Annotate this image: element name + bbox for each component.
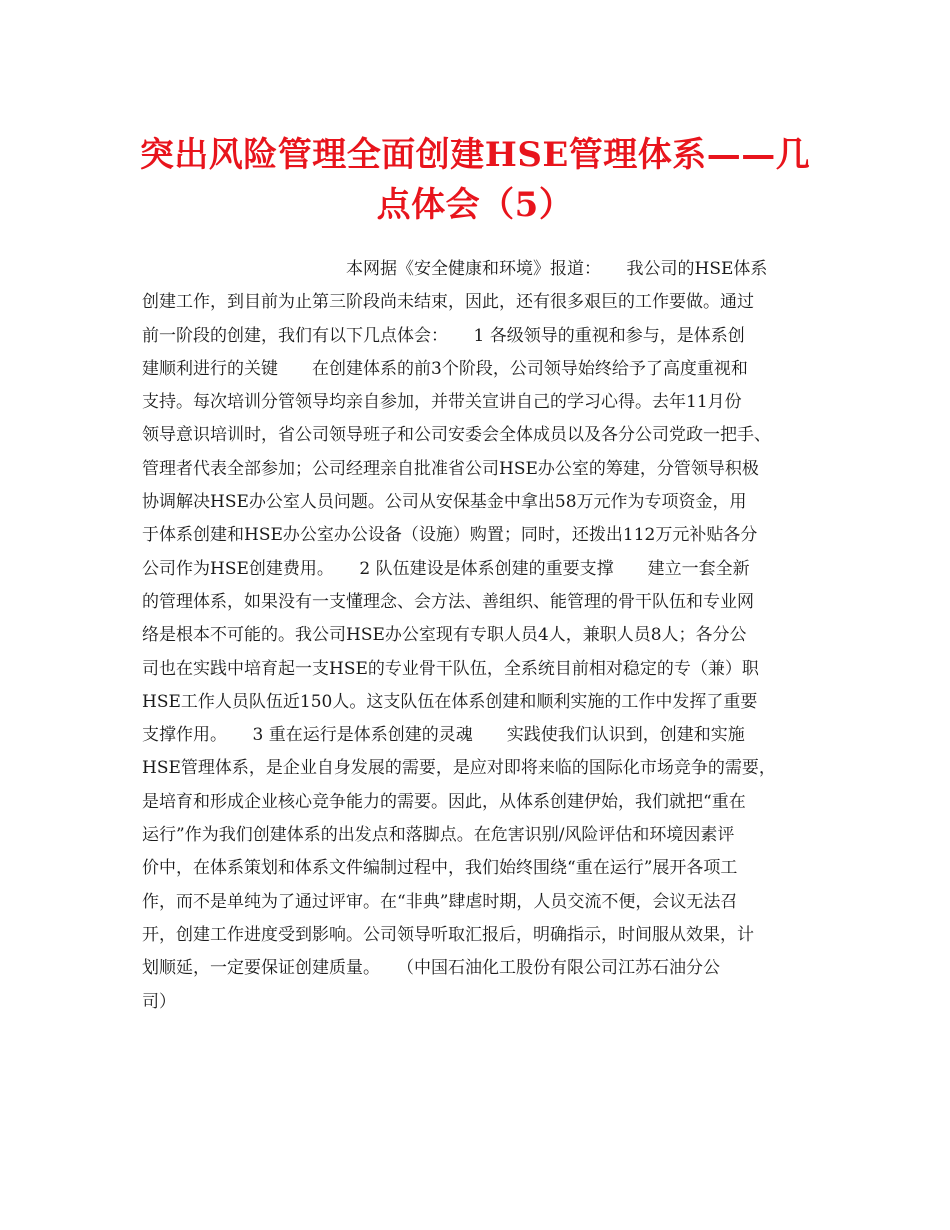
body-line: 创建工作，到目前为止第三阶段尚未结束，因此，还有很多艰巨的工作要做。通过 xyxy=(142,292,754,313)
body-line: 司） xyxy=(142,991,176,1012)
body-line: 的管理体系，如果没有一支懂理念、会方法、善组织、能管理的骨干队伍和专业网 xyxy=(142,591,754,612)
body-line: 运行”作为我们创建体系的出发点和落脚点。在危害识别/风险评估和环境因素评 xyxy=(142,825,735,846)
body-line: 本网据《安全健康和环境》报道： 我公司的HSE体系 xyxy=(346,259,768,279)
body-line: 协调解决HSE办公室人员问题。公司从安保基金中拿出58万元作为专项资金，用 xyxy=(142,492,747,513)
body-line: 支持。每次培训分管领导均亲自参加，并带关宣讲自己的学习心得。去年11月份 xyxy=(142,392,742,413)
body-line: 于体系创建和HSE办公室办公设备（设施）购置；同时，还拨出112万元补贴各分 xyxy=(142,525,758,546)
body-line: 是培育和形成企业核心竞争能力的需要。因此，从体系创建伊始，我们就把“重在 xyxy=(142,791,746,812)
body-line: 前一阶段的创建，我们有以下几点体会： 1 各级领导的重视和参与，是体系创 xyxy=(142,325,745,346)
body-line: 划顺延，一定要保证创建质量。 （中国石油化工股份有限公司江苏石油分公 xyxy=(142,958,720,979)
body-line: 价中，在体系策划和体系文件编制过程中，我们始终围绕“重在运行”展开各项工 xyxy=(142,858,738,879)
body-line: HSE工作人员队伍近150人。这支队伍在体系创建和顺利实施的工作中发挥了重要 xyxy=(142,691,758,712)
body-line: 司也在实践中培育起一支HSE的专业骨干队伍，全系统目前相对稳定的专（兼）职 xyxy=(142,658,759,679)
body-line: 络是根本不可能的。我公司HSE办公室现有专职人员4人，兼职人员8人；各分公 xyxy=(142,625,747,646)
body-line: 支撑作用。 3 重在运行是体系创建的灵魂 实践使我们认识到，创建和实施 xyxy=(142,725,745,746)
body-line: HSE管理体系，是企业自身发展的需要，是应对即将来临的国际化市场竞争的需要， xyxy=(142,758,776,779)
title-line-2: 点体会（5） xyxy=(376,185,574,225)
title-line-1: 突出风险管理全面创建HSE管理体系——几 xyxy=(139,135,811,175)
body-line: 公司作为HSE创建费用。 2 队伍建设是体系创建的重要支撑 建立一套全新 xyxy=(142,558,750,579)
document-body xyxy=(142,253,818,1019)
body-line: 作，而不是单纯为了通过评审。在“非典”肆虐时期，人员交流不便，会议无法召 xyxy=(142,891,738,912)
body-line: 开，创建工作进度受到影响。公司领导听取汇报后，明确指示，时间服从效果，计 xyxy=(142,924,754,945)
body-line: 领导意识培训时，省公司领导班子和公司安委会全体成员以及各分公司党政一把手、 xyxy=(142,425,771,446)
body-line: 管理者代表全部参加；公司经理亲自批准省公司HSE办公室的筹建，分管领导积极 xyxy=(142,458,759,479)
document-title xyxy=(120,130,830,230)
body-line: 建顺利进行的关键 在创建体系的前3个阶段，公司领导始终给予了高度重视和 xyxy=(142,358,748,379)
